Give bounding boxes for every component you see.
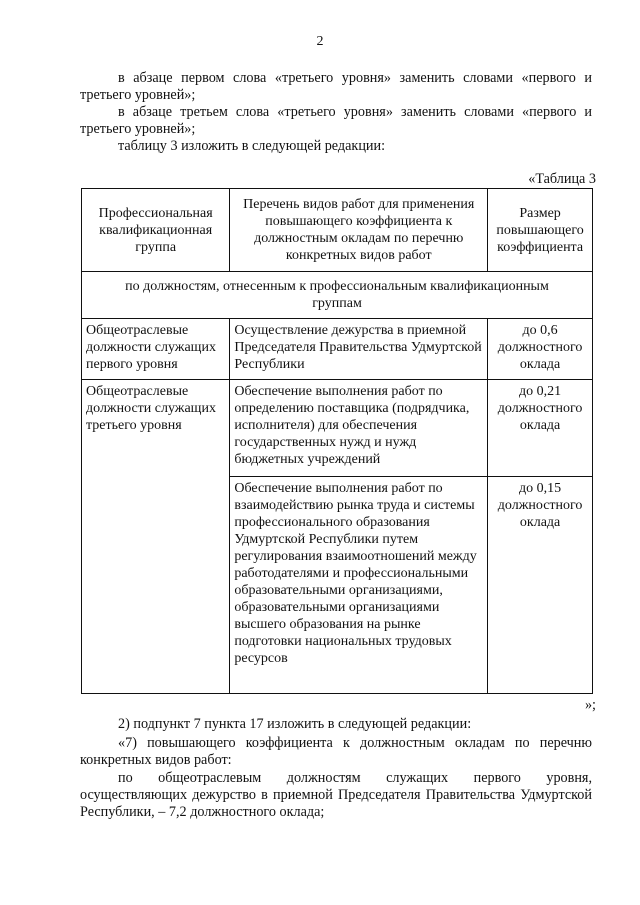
header-work-list: Перечень видов работ для применения повышающего коэффициента к должностным окладам по перечню конкретных видов работ — [230, 189, 488, 272]
table-caption: «Таблица 3 — [528, 171, 596, 187]
page-number: 2 — [316, 34, 324, 49]
coefficient-table — [81, 188, 593, 694]
table-header-row — [82, 189, 593, 272]
table-closing-quote: »; — [584, 697, 596, 713]
header-group: Профессиональная квалификационная группа — [82, 189, 230, 272]
row1-group: Общеотраслевые должности служащих первого уровня — [82, 319, 230, 380]
row1-coefficient: до 0,6 должностного оклада — [488, 319, 593, 380]
table-row — [82, 319, 593, 380]
row2-coefficient: до 0,21 должностного оклада — [488, 380, 593, 477]
row2-group: Общеотраслевые должности служащих третьего уровня — [82, 380, 230, 694]
paragraph-first-level: по общеотраслевым должностям служащих первого уровня, осуществляющих дежурство в приемной Председателя Правительства Удмуртской Республики, – 7,2 должностного оклада; — [80, 770, 592, 820]
paragraph-table-intro: таблицу 3 изложить в следующей редакции: — [118, 138, 386, 154]
header-coefficient: Размер повышающего коэффициента — [488, 189, 593, 272]
paragraph-subitem-7: 2) подпункт 7 пункта 17 изложить в следующей редакции: — [118, 716, 472, 732]
row2-work: Обеспечение выполнения работ по определению поставщика (подрядчика, исполнителя) для обеспечения государственных нужд и нужд бюджетных учреждений — [230, 380, 488, 477]
row3-work: Обеспечение выполнения работ по взаимодействию рынка труда и системы профессионального образования Удмуртской Республики путем регулирования взаимоотношений между работодателями и профессиональными образовательными организациями, образовательными организациями высшего образования на рынке подготовки национальных трудовых ресурсов — [230, 477, 488, 694]
table-row — [82, 380, 593, 477]
paragraph-abzac-1: в абзаце первом слова «третьего уровня» заменить словами «первого и третьего уровней»; — [80, 70, 592, 103]
paragraph-abzac-3: в абзаце третьем слова «третьего уровня» заменить словами «первого и третьего уровней»; — [80, 104, 592, 137]
row1-work: Осуществление дежурства в приемной Председателя Правительства Удмуртской Республики — [230, 319, 488, 380]
table-section-row — [82, 272, 593, 319]
row3-coefficient: до 0,15 должностного оклада — [488, 477, 593, 694]
paragraph-coefficient-list: «7) повышающего коэффициента к должностным окладам по перечню конкретных видов работ: — [80, 735, 592, 768]
section-title: по должностям, отнесенным к профессиональным квалификационным группам — [82, 272, 593, 319]
